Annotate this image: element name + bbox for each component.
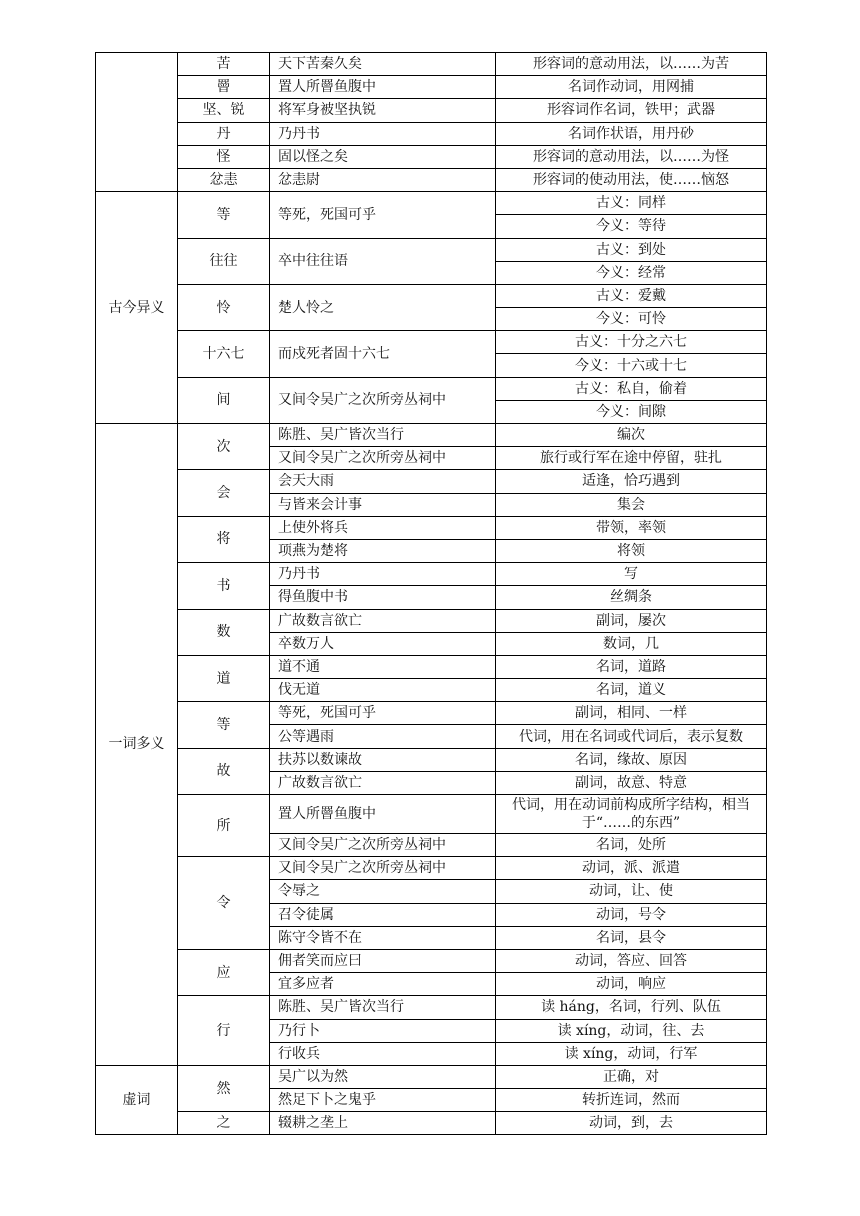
sentence-cell: 吴广以为然	[270, 1065, 496, 1088]
word-cell: 令	[178, 857, 270, 950]
word-cell: 罾	[178, 76, 270, 99]
sentence-cell: 召令徒属	[270, 903, 496, 926]
table-row	[96, 238, 767, 261]
word-cell: 往往	[178, 238, 270, 284]
meaning-cell: 今义：经常	[496, 261, 767, 284]
word-cell: 将	[178, 516, 270, 562]
meaning-cell: 写	[496, 563, 767, 586]
table-row	[96, 949, 767, 972]
table-row	[96, 284, 767, 307]
sentence-cell: 忿恚尉	[270, 168, 496, 191]
meaning-cell: 动词，响应	[496, 973, 767, 996]
table-row	[96, 76, 767, 99]
category-cell: 虚词	[96, 1065, 178, 1135]
word-cell: 之	[178, 1112, 270, 1135]
word-cell: 数	[178, 609, 270, 655]
meaning-cell: 名词，道义	[496, 679, 767, 702]
sentence-cell: 乃行卜	[270, 1019, 496, 1042]
meaning-cell: 今义：间隙	[496, 400, 767, 423]
table-row	[96, 122, 767, 145]
meaning-cell: 今义：十六或十七	[496, 354, 767, 377]
meaning-cell: 将领	[496, 539, 767, 562]
word-cell: 等	[178, 192, 270, 238]
meaning-cell: 编次	[496, 424, 767, 447]
sentence-cell: 又间令吴广之次所旁丛祠中	[270, 447, 496, 470]
meaning-cell: 代词，用在动词前构成所字结构，相当于“……的东西”	[496, 795, 767, 834]
table-row	[96, 655, 767, 678]
sentence-cell: 又间令吴广之次所旁丛祠中	[270, 834, 496, 857]
sentence-cell: 又间令吴广之次所旁丛祠中	[270, 857, 496, 880]
sentence-cell: 扶苏以数谏故	[270, 748, 496, 771]
table-row	[96, 192, 767, 215]
meaning-cell: 动词，派、派遣	[496, 857, 767, 880]
sentence-cell: 乃丹书	[270, 122, 496, 145]
sentence-cell: 然足下卜之鬼乎	[270, 1089, 496, 1112]
meaning-cell: 古义：十分之六七	[496, 331, 767, 354]
sentence-cell: 陈胜、吴广皆次当行	[270, 424, 496, 447]
word-cell: 然	[178, 1065, 270, 1111]
sentence-cell: 辍耕之垄上	[270, 1112, 496, 1135]
word-cell: 丹	[178, 122, 270, 145]
sentence-cell: 令辱之	[270, 880, 496, 903]
meaning-cell: 名词，缘故、原因	[496, 748, 767, 771]
word-cell: 等	[178, 702, 270, 748]
sentence-cell: 广故数言欲亡	[270, 609, 496, 632]
word-cell: 道	[178, 655, 270, 701]
meaning-cell: 古义：同样	[496, 192, 767, 215]
meaning-cell: 名词，道路	[496, 655, 767, 678]
meaning-cell: 名词，处所	[496, 834, 767, 857]
word-cell: 次	[178, 424, 270, 470]
word-cell: 十六七	[178, 331, 270, 377]
table-row	[96, 795, 767, 834]
meaning-cell: 副词，屡次	[496, 609, 767, 632]
sentence-cell: 行收兵	[270, 1042, 496, 1065]
table-row	[96, 748, 767, 771]
meaning-cell: 正确，对	[496, 1065, 767, 1088]
meaning-cell: 旅行或行军在途中停留，驻扎	[496, 447, 767, 470]
meaning-cell: 古义：私自，偷着	[496, 377, 767, 400]
table-row	[96, 563, 767, 586]
sentence-cell: 会天大雨	[270, 470, 496, 493]
sentence-cell: 公等遇雨	[270, 725, 496, 748]
sentence-cell: 道不通	[270, 655, 496, 678]
meaning-cell: 今义：等待	[496, 215, 767, 238]
sentence-cell: 卒中往往语	[270, 238, 496, 284]
sentence-cell: 与皆来会计事	[270, 493, 496, 516]
sentence-cell: 陈守令皆不在	[270, 926, 496, 949]
meaning-cell: 代词，用在名词或代词后，表示复数	[496, 725, 767, 748]
meaning-cell: 动词，到，去	[496, 1112, 767, 1135]
meaning-cell: 古义：到处	[496, 238, 767, 261]
meaning-cell: 今义：可怜	[496, 308, 767, 331]
meaning-cell: 丝绸条	[496, 586, 767, 609]
table-body	[96, 53, 767, 1135]
word-cell: 坚、锐	[178, 99, 270, 122]
meaning-cell: 转折连词，然而	[496, 1089, 767, 1112]
category-cell	[96, 53, 178, 192]
word-cell: 故	[178, 748, 270, 794]
sentence-cell: 陈胜、吴广皆次当行	[270, 996, 496, 1019]
sentence-cell: 广故数言欲亡	[270, 771, 496, 794]
meaning-cell: 名词，县令	[496, 926, 767, 949]
meaning-cell: 动词，号令	[496, 903, 767, 926]
word-cell: 忿恚	[178, 168, 270, 191]
meaning-cell: 集会	[496, 493, 767, 516]
word-cell: 间	[178, 377, 270, 423]
sentence-cell: 置人所罾鱼腹中	[270, 76, 496, 99]
meaning-cell: 读 háng，名词，行列、队伍	[496, 996, 767, 1019]
meaning-cell: 副词，相同、一样	[496, 702, 767, 725]
table-row	[96, 331, 767, 354]
sentence-cell: 置人所罾鱼腹中	[270, 795, 496, 834]
sentence-cell: 上使外将兵	[270, 516, 496, 539]
sentence-cell: 固以怪之矣	[270, 145, 496, 168]
table-row	[96, 99, 767, 122]
word-cell: 怪	[178, 145, 270, 168]
meaning-cell: 形容词作名词，铁甲；武器	[496, 99, 767, 122]
table-row	[96, 516, 767, 539]
meaning-cell: 带领，率领	[496, 516, 767, 539]
meaning-cell: 适逢，恰巧遇到	[496, 470, 767, 493]
meaning-cell: 动词，答应、回答	[496, 949, 767, 972]
table-row	[96, 1112, 767, 1135]
sentence-cell: 乃丹书	[270, 563, 496, 586]
sentence-cell: 将军身被坚执锐	[270, 99, 496, 122]
table-row	[96, 168, 767, 191]
sentence-cell: 卒数万人	[270, 632, 496, 655]
table-row	[96, 470, 767, 493]
word-cell: 应	[178, 949, 270, 995]
category-cell: 古今异义	[96, 192, 178, 424]
sentence-cell: 楚人怜之	[270, 284, 496, 330]
word-cell: 书	[178, 563, 270, 609]
meaning-cell: 名词作动词，用网捕	[496, 76, 767, 99]
sentence-cell: 天下苦秦久矣	[270, 53, 496, 76]
table-row	[96, 609, 767, 632]
word-cell: 会	[178, 470, 270, 516]
table-row	[96, 145, 767, 168]
sentence-cell: 而戍死者固十六七	[270, 331, 496, 377]
table-row	[96, 424, 767, 447]
sentence-cell: 宜多应者	[270, 973, 496, 996]
meaning-cell: 读 xíng，动词，行军	[496, 1042, 767, 1065]
sentence-cell: 伐无道	[270, 679, 496, 702]
sentence-cell: 得鱼腹中书	[270, 586, 496, 609]
sentence-cell: 等死，死国可乎	[270, 702, 496, 725]
sentence-cell: 又间令吴广之次所旁丛祠中	[270, 377, 496, 423]
meaning-cell: 副词，故意、特意	[496, 771, 767, 794]
table-row	[96, 857, 767, 880]
table-row	[96, 1065, 767, 1088]
meaning-cell: 动词，让、使	[496, 880, 767, 903]
table-row	[96, 702, 767, 725]
word-cell: 怜	[178, 284, 270, 330]
meaning-cell: 古义：爱戴	[496, 284, 767, 307]
meaning-cell: 数词，几	[496, 632, 767, 655]
meaning-cell: 读 xíng，动词，往、去	[496, 1019, 767, 1042]
table-row	[96, 377, 767, 400]
category-cell: 一词多义	[96, 424, 178, 1066]
meaning-cell: 形容词的使动用法，使……恼怒	[496, 168, 767, 191]
meaning-cell: 形容词的意动用法，以……为怪	[496, 145, 767, 168]
meaning-cell: 形容词的意动用法，以……为苦	[496, 53, 767, 76]
vocabulary-table	[95, 52, 767, 1135]
sentence-cell: 项燕为楚将	[270, 539, 496, 562]
word-cell: 所	[178, 795, 270, 857]
sentence-cell: 佣者笑而应曰	[270, 949, 496, 972]
word-cell: 苦	[178, 53, 270, 76]
sentence-cell: 等死，死国可乎	[270, 192, 496, 238]
table-row	[96, 996, 767, 1019]
meaning-cell: 名词作状语，用丹砂	[496, 122, 767, 145]
table-row	[96, 53, 767, 76]
word-cell: 行	[178, 996, 270, 1066]
